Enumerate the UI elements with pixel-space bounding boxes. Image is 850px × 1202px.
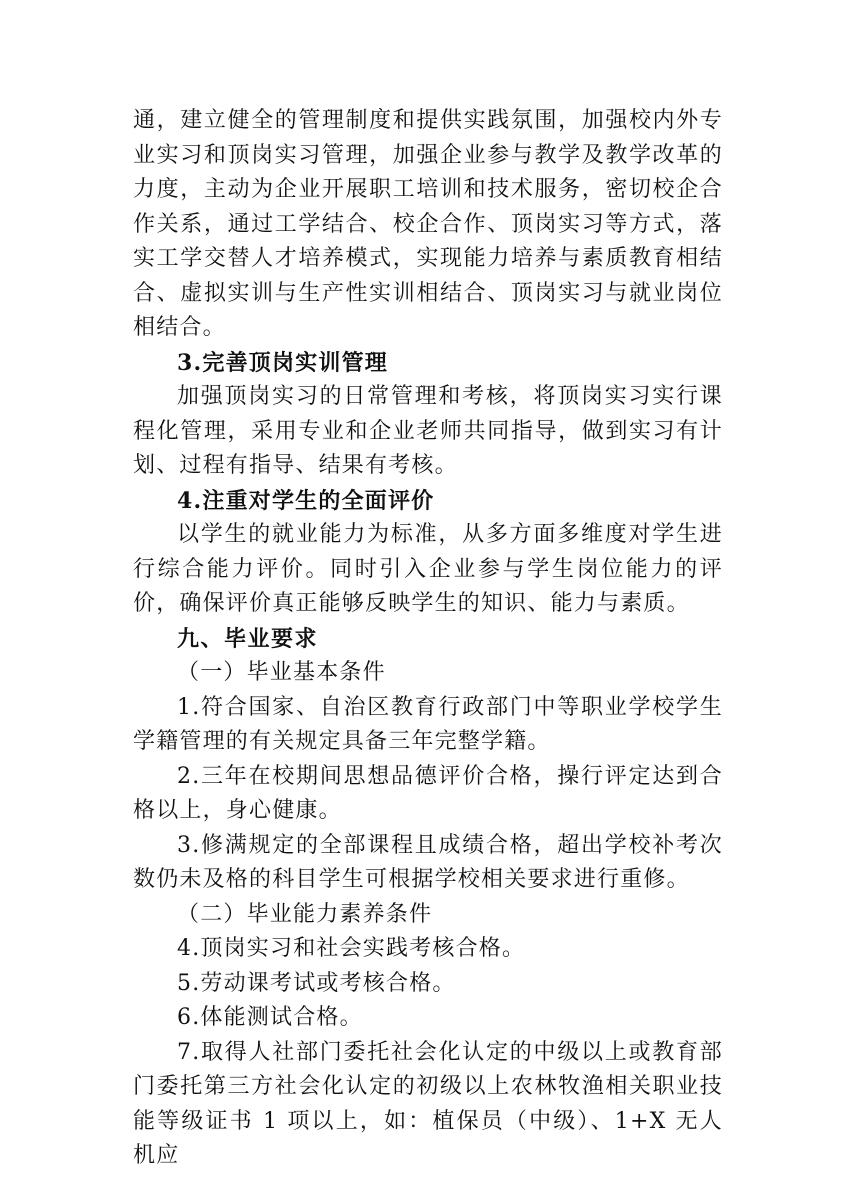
- paragraph-practice-bases: 通，建立健全的管理制度和提供实践氛围，加强校内外专业实习和顶岗实习管理，加强企业参与教学及教学改革的力度，主动为企业开展职工培训和技术服务，密切校企合作关系，通过工学结合、校企合作、顶岗实习等方式，落实工学交替人才培养模式，实现能力培养与素质教育相结合、虚拟实训与生产性实训相结合、顶岗实习与就业岗位相结合。: [133, 108, 723, 340]
- paragraph-student-evaluation: 以学生的就业能力为标准，从多方面多维度对学生进行综合能力评价。同时引入企业参与学生岗位能力的评价，确保评价真正能够反映学生的知识、能力与素质。: [133, 522, 723, 616]
- paragraph-internship-management: 加强顶岗实习的日常管理和考核，将顶岗实习实行课程化管理，采用专业和企业老师共同指导，做到实习有计划、过程有指导、结果有考核。: [133, 384, 723, 478]
- heading-internship-management: 3.完善顶岗实训管理: [177, 349, 388, 376]
- section-title-graduation-requirements: 九、毕业要求: [177, 625, 319, 652]
- document-body: [133, 104, 723, 1174]
- list-item-requirement-1: 1.符合国家、自治区教育行政部门中等职业学校学生学籍管理的有关规定具备三年完整学籍。: [133, 694, 723, 754]
- list-item-requirement-5: 5.劳动课考试或考核合格。: [177, 970, 456, 996]
- subheading-basic-conditions: （一）毕业基本条件: [177, 660, 386, 685]
- heading-student-evaluation: 4.注重对学生的全面评价: [177, 487, 435, 514]
- list-item-requirement-6: 6.体能测试合格。: [177, 1005, 363, 1030]
- subheading-ability-conditions: （二）毕业能力素养条件: [177, 901, 433, 927]
- list-item-requirement-4: 4.顶岗实习和社会实践考核合格。: [177, 936, 526, 961]
- list-item-requirement-7: 7.取得人社部门委托社会化认定的中级以上或教育部门委托第三方社会化认定的初级以上农林牧渔相关职业技能等级证书 1 项以上，如：植保员（中级）、1+X 无人机应: [133, 1039, 723, 1168]
- list-item-requirement-3: 3.修满规定的全部课程且成绩合格，超出学校补考次数仍未及格的科目学生可根据学校相关要求进行重修。: [133, 832, 723, 892]
- list-item-requirement-2: 2.三年在校期间思想品德评价合格，操行评定达到合格以上，身心健康。: [133, 763, 723, 823]
